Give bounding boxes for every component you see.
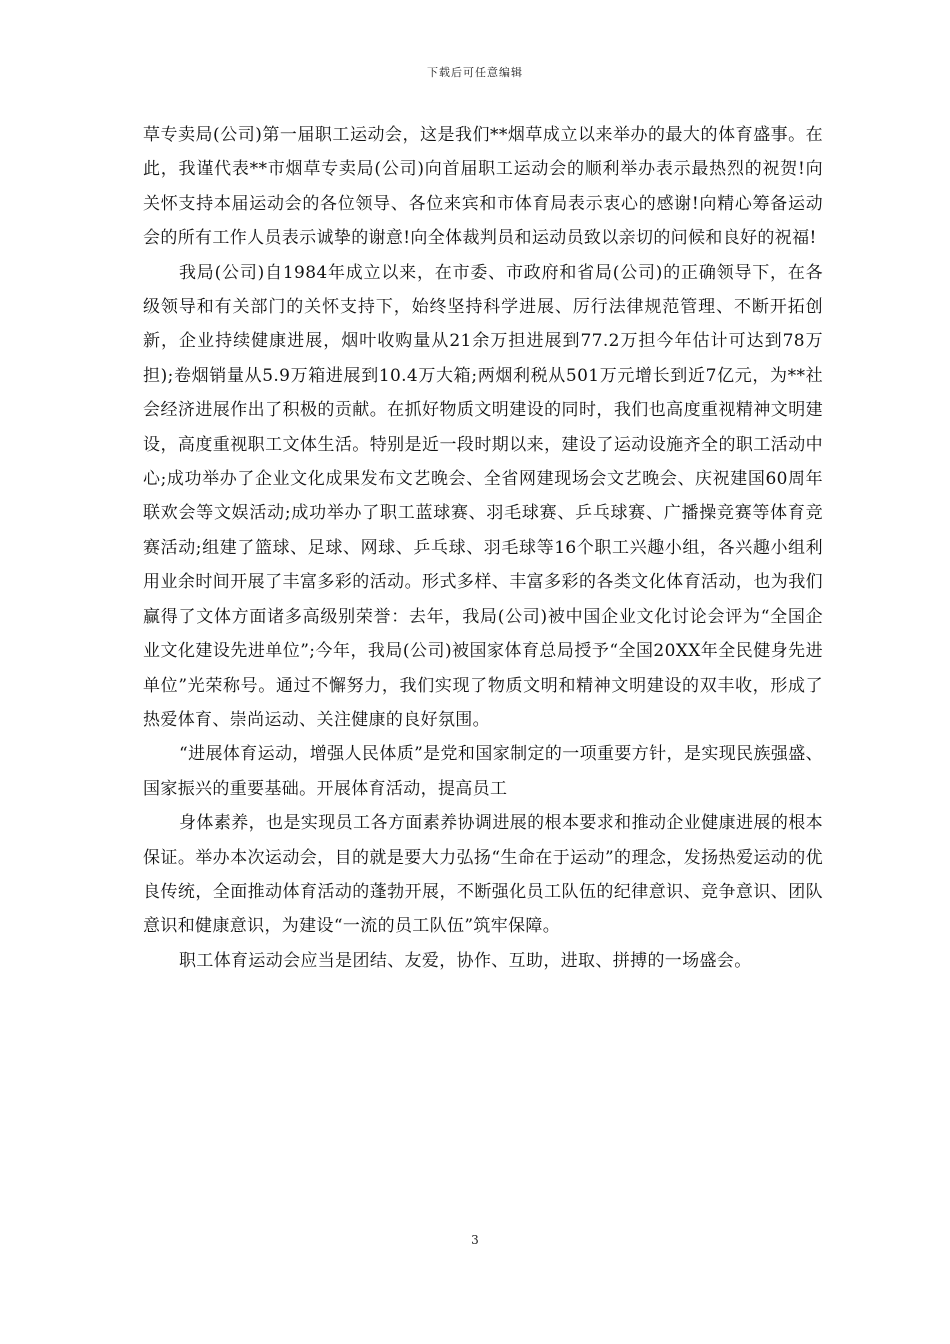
paragraph-3: “进展体育运动，增强人民体质”是党和国家制定的一项重要方针，是实现民族强盛、国家振兴的重要基础。开展体育活动，提高员工: [143, 744, 823, 799]
paragraph-2: 我局(公司)自1984年成立以来，在市委、市政府和省局(公司)的正确领导下，在各级领导和有关部门的关怀支持下，始终坚持科学进展、厉行法律规范管理、不断开拓创新，企业持续健康进展，烟叶收购量从21余万担进展到77.2万担今年估计可达到78万担);卷烟销量从5.9万箱进展到10.4万大箱;两烟利税从501万元增长到近7亿元，为**社会经济进展作出了积极的贡献。在抓好物质文明建设的同时，我们也高度重视精神文明建设，高度重视职工文体生活。特别是近一段时期以来，建设了运动设施齐全的职工活动中心;成功举办了企业文化成果发布文艺晚会、全省网建现场会文艺晚会、庆祝建国60周年联欢会等文娱活动;成功举办了职工蓝球赛、羽毛球赛、乒乓球赛、广播操竞赛等体育竞赛活动;组建了篮球、足球、网球、乒乓球、羽毛球等16个职工兴趣小组，各兴趣小组利用业余时间开展了丰富多彩的活动。形式多样、丰富多彩的各类文化体育活动，也为我们赢得了文体方面诸多高级别荣誉：去年，我局(公司)被中国企业文化讨论会评为“全国企业文化建设先进单位”;今年，我局(公司)被国家体育总局授予“全国20XX年全民健身先进单位”光荣称号。通过不懈努力，我们实现了物质文明和精神文明建设的双丰收，形成了热爱体育、崇尚运动、关注健康的良好氛围。: [143, 262, 823, 730]
paragraph-1: 草专卖局(公司)第一届职工运动会，这是我们**烟草成立以来举办的最大的体育盛事。在此，我谨代表**市烟草专卖局(公司)向首届职工运动会的顺利举办表示最热烈的祝贺!向关怀支持本届运动会的各位领导、各位来宾和市体育局表示衷心的感谢!向精心筹备运动会的所有工作人员表示诚挚的谢意!向全体裁判员和运动员致以亲切的问候和良好的祝福!: [143, 125, 823, 249]
page-number: 3: [471, 1233, 479, 1247]
paragraph-5: 职工体育运动会应当是团结、友爱，协作、互助，进取、拼搏的一场盛会。: [179, 950, 752, 971]
document-body: [143, 118, 823, 978]
paragraph-4: 身体素养，也是实现员工各方面素养协调进展的根本要求和推动企业健康进展的根本保证。举办本次运动会，目的就是要大力弘扬“生命在于运动”的理念，发扬热爱运动的优良传统，全面推动体育活动的蓬勃开展，不断强化员工队伍的纪律意识、竞争意识、团队意识和健康意识，为建设“一流的员工队伍”筑牢保障。: [143, 813, 823, 937]
page-header-note: 下载后可任意编辑: [427, 66, 523, 79]
